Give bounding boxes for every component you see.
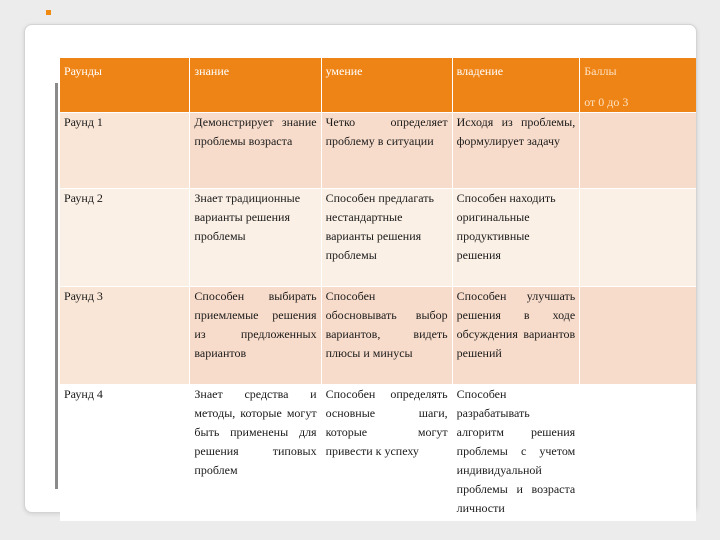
table-row: [60, 287, 696, 385]
left-accent-line: [55, 83, 58, 489]
points-cell: [580, 287, 696, 385]
header-points-label: Баллы: [584, 64, 617, 78]
round-cell: Раунд 1: [60, 113, 190, 189]
table-header-row: [60, 58, 696, 113]
knowledge-cell: Знает средства и методы, которые могут быть применены для решения типовых проблем: [190, 385, 321, 522]
mastery-cell: Способен находить оригинальные продуктивные решения: [452, 189, 580, 287]
knowledge-cell: Демонстрирует знание проблемы возраста: [190, 113, 321, 189]
slide-bullet-icon: [46, 10, 51, 15]
points-cell: [580, 385, 696, 522]
table-row: [60, 385, 696, 522]
points-cell: [580, 113, 696, 189]
table-row: [60, 189, 696, 287]
round-cell: Раунд 3: [60, 287, 190, 385]
points-cell: [580, 189, 696, 287]
knowledge-cell: Способен выбирать приемлемые решения из предложенных вариантов: [190, 287, 321, 385]
skill-cell: Способен предлагать нестандартные варианты решения проблемы: [321, 189, 452, 287]
skill-cell: Четко определяет проблему в ситуации: [321, 113, 452, 189]
skill-cell: Способен определять основные шаги, которые могут привести к успеху: [321, 385, 452, 522]
header-points-range: от 0 до 3: [584, 95, 629, 109]
header-rounds: Раунды: [60, 58, 190, 113]
slide-panel: [24, 24, 697, 513]
header-knowledge: знание: [190, 58, 321, 113]
round-cell: Раунд 2: [60, 189, 190, 287]
skill-cell: Способен обосновывать выбор вариантов, видеть плюсы и минусы: [321, 287, 452, 385]
mastery-cell: Способен разрабатывать алгоритм решения проблемы с учетом индивидуальной проблемы и возраста личности: [452, 385, 580, 522]
mastery-cell: Способен улучшать решения в ходе обсуждения вариантов решений: [452, 287, 580, 385]
assessment-table: [60, 58, 696, 521]
mastery-cell: Исходя из проблемы, формулирует задачу: [452, 113, 580, 189]
header-mastery: владение: [452, 58, 580, 113]
header-skill: умение: [321, 58, 452, 113]
knowledge-cell: Знает традиционные варианты решения проблемы: [190, 189, 321, 287]
round-cell: Раунд 4: [60, 385, 190, 522]
table-row: [60, 113, 696, 189]
header-points: [580, 58, 696, 113]
